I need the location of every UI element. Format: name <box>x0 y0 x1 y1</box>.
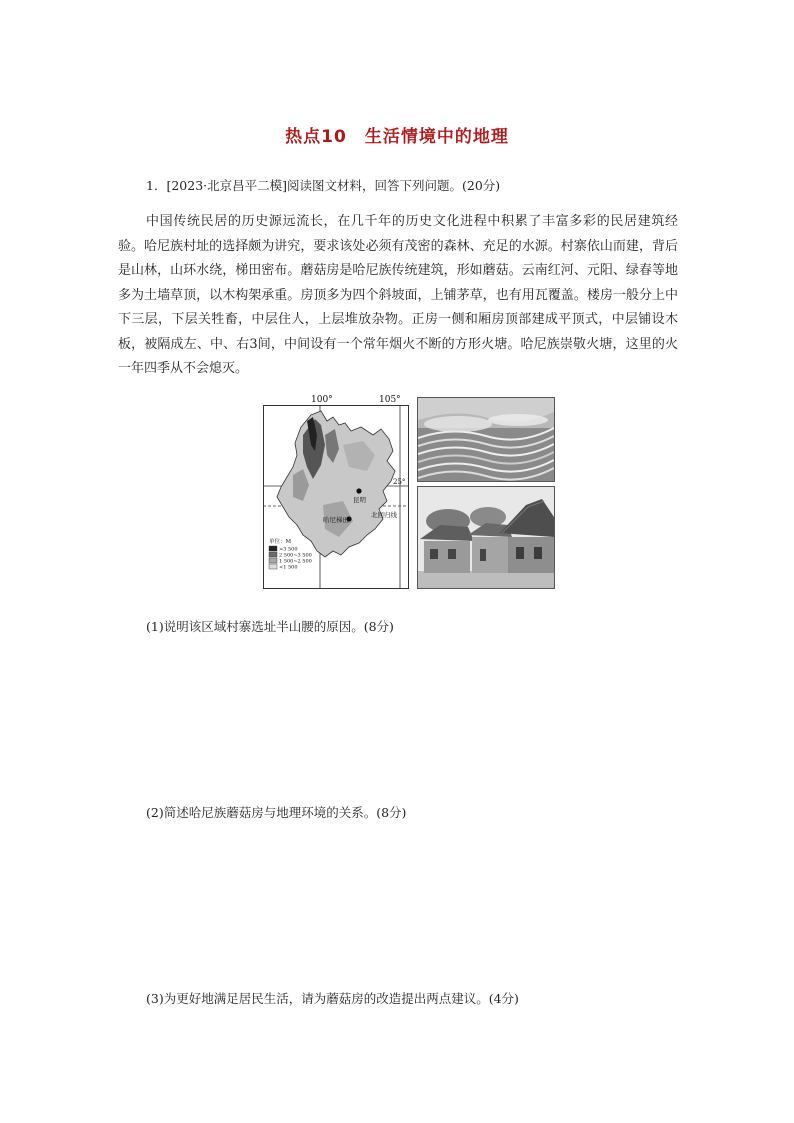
legend-title: 单位：M <box>269 539 292 545</box>
kunming-label: 昆明 <box>353 496 366 504</box>
question-header: 1．[2023·北京昌平二模]阅读图文材料，回答下列问题。(20分) <box>146 178 501 193</box>
map-coord-labels <box>263 393 423 593</box>
hani-terrace-label: 哈尼梯田 <box>323 516 349 524</box>
material-paragraph: 中国传统民居的历史源远流长，在几千年的历史文化进程中积累了丰富多彩的民居建筑经验。哈尼族村址的选择颇为讲究，要求该处必须有茂密的森林、充足的水源。村寨依山而建，背后是山林，山环水绕，梯田密布。蘑菇房是哈尼族传统建筑，形如蘑菇。云南红河、元阳、绿春等地多为土墙草顶，以木构架承重。房顶多为四个斜坡面，上铺茅草，也有用瓦覆盖。楼房一般分上中下三层，下层关牲畜，中层住人，上层堆放杂物。正房一侧和厢房顶部建成平顶式，中层铺设木板，被隔成左、中、右3间，中间设有一个常年烟火不断的方形火塘。哈尼族崇敬火塘，这里的火一年四季从不会熄灭。 <box>118 214 678 376</box>
mushroom-house-photo <box>417 486 555 589</box>
legend-item-2: 2 500~3 500 <box>279 552 312 559</box>
subquestion-3: (3)为更好地满足居民生活，请为蘑菇房的改造提出两点建议。(4分) <box>146 991 519 1006</box>
legend-item-1: >3 500 <box>279 546 298 553</box>
figure-group <box>263 397 555 589</box>
lon-105-label: 105° <box>379 395 401 405</box>
subquestion-2: (2)简述哈尼族蘑菇房与地理环境的关系。(8分) <box>146 805 407 820</box>
terrace-photo <box>417 397 555 482</box>
page-title: 热点10 生活情境中的地理 <box>285 127 509 147</box>
lon-100-label: 100° <box>311 395 333 405</box>
subquestion-1: (1)说明该区域村寨选址半山腰的原因。(8分) <box>146 619 394 634</box>
legend-item-4: <1 500 <box>279 564 298 571</box>
legend-item-3: 1 500~2 500 <box>279 558 312 565</box>
lat-25-label: 25° <box>393 478 406 486</box>
tropic-label: 北回归线 <box>371 511 397 519</box>
